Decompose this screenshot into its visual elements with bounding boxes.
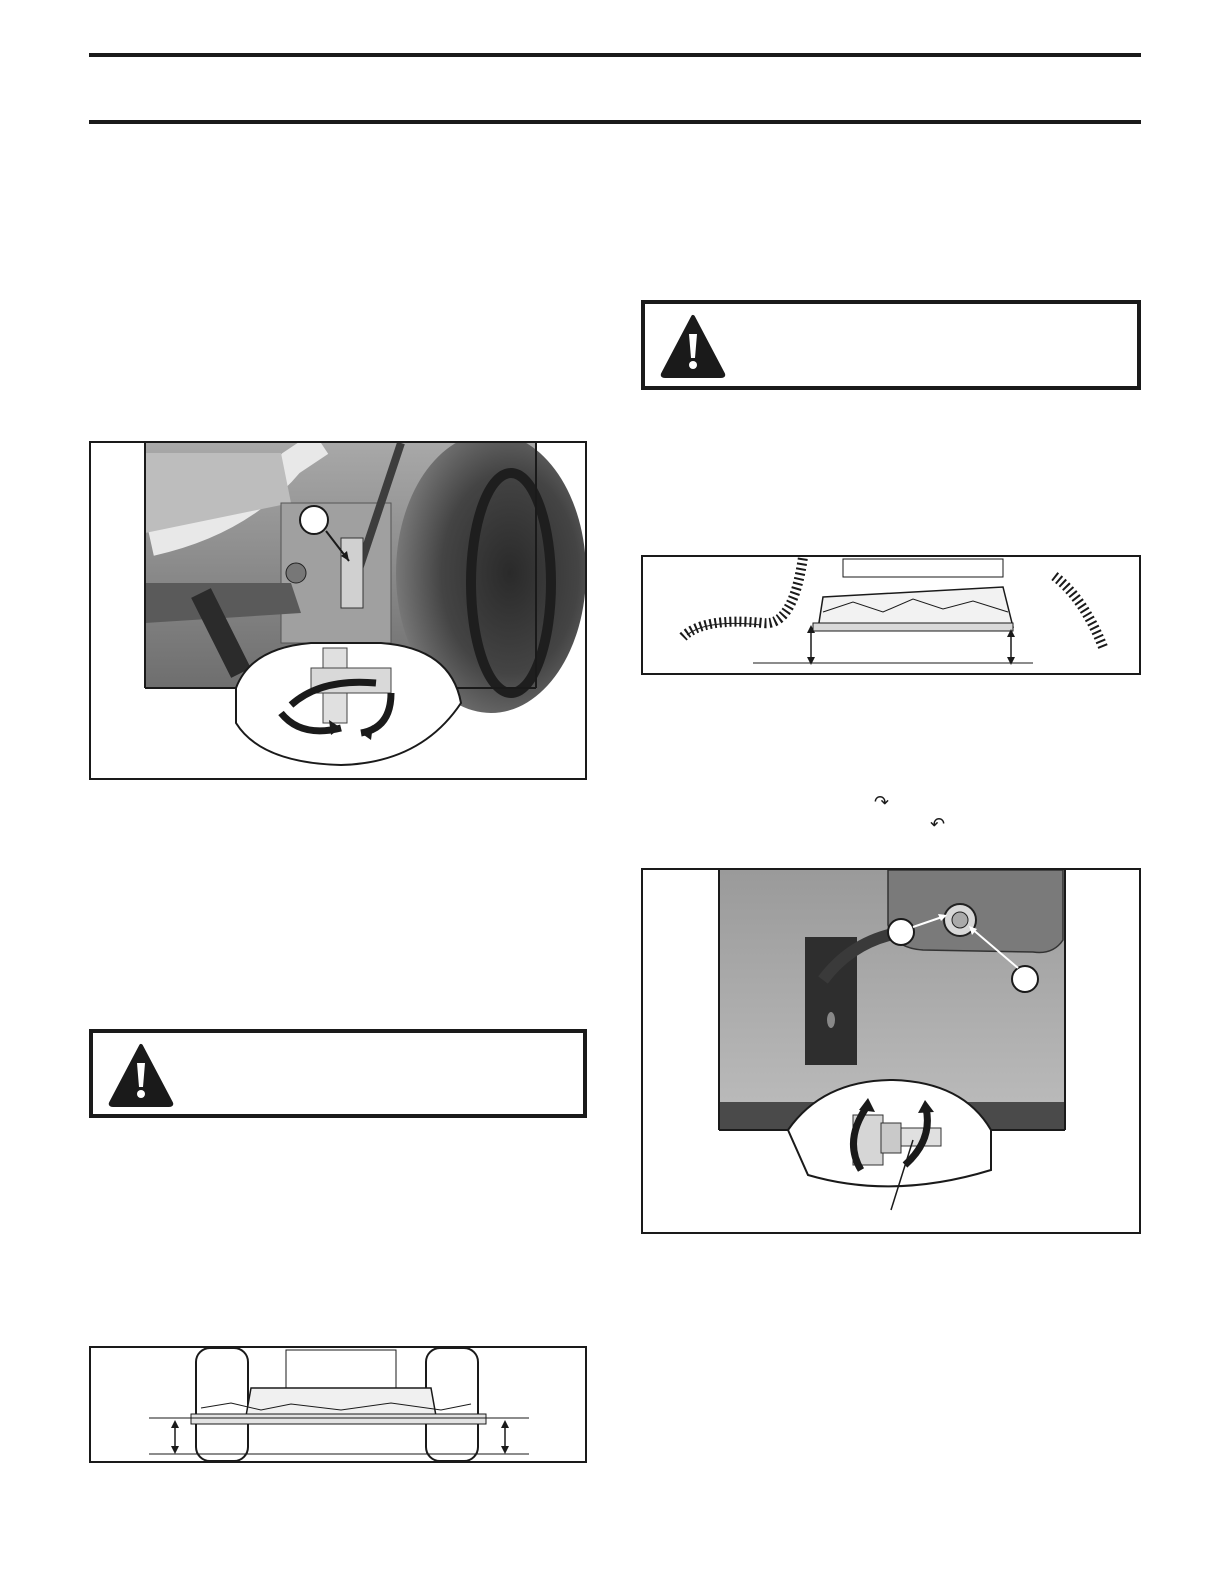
header-rule	[89, 120, 1141, 124]
figure-front-link-adjustment	[641, 868, 1141, 1234]
figure-deck-side-to-side-measure	[641, 555, 1141, 675]
warning-box	[89, 1029, 587, 1118]
deck-side-measure-drawing	[643, 557, 1139, 673]
front-link-photo	[643, 870, 1139, 1232]
warning-triangle-icon	[660, 314, 726, 378]
warning-box	[641, 300, 1141, 390]
lift-link-photo	[91, 443, 585, 778]
counterclockwise-icon: ↶	[930, 814, 946, 835]
clockwise-icon: ↷	[874, 792, 890, 813]
warning-triangle-icon	[108, 1043, 174, 1107]
figure-lift-link-adjustment	[89, 441, 587, 780]
deck-front-measure-drawing	[91, 1348, 585, 1461]
top-rule	[89, 53, 1141, 57]
figure-deck-front-to-rear-measure	[89, 1346, 587, 1463]
